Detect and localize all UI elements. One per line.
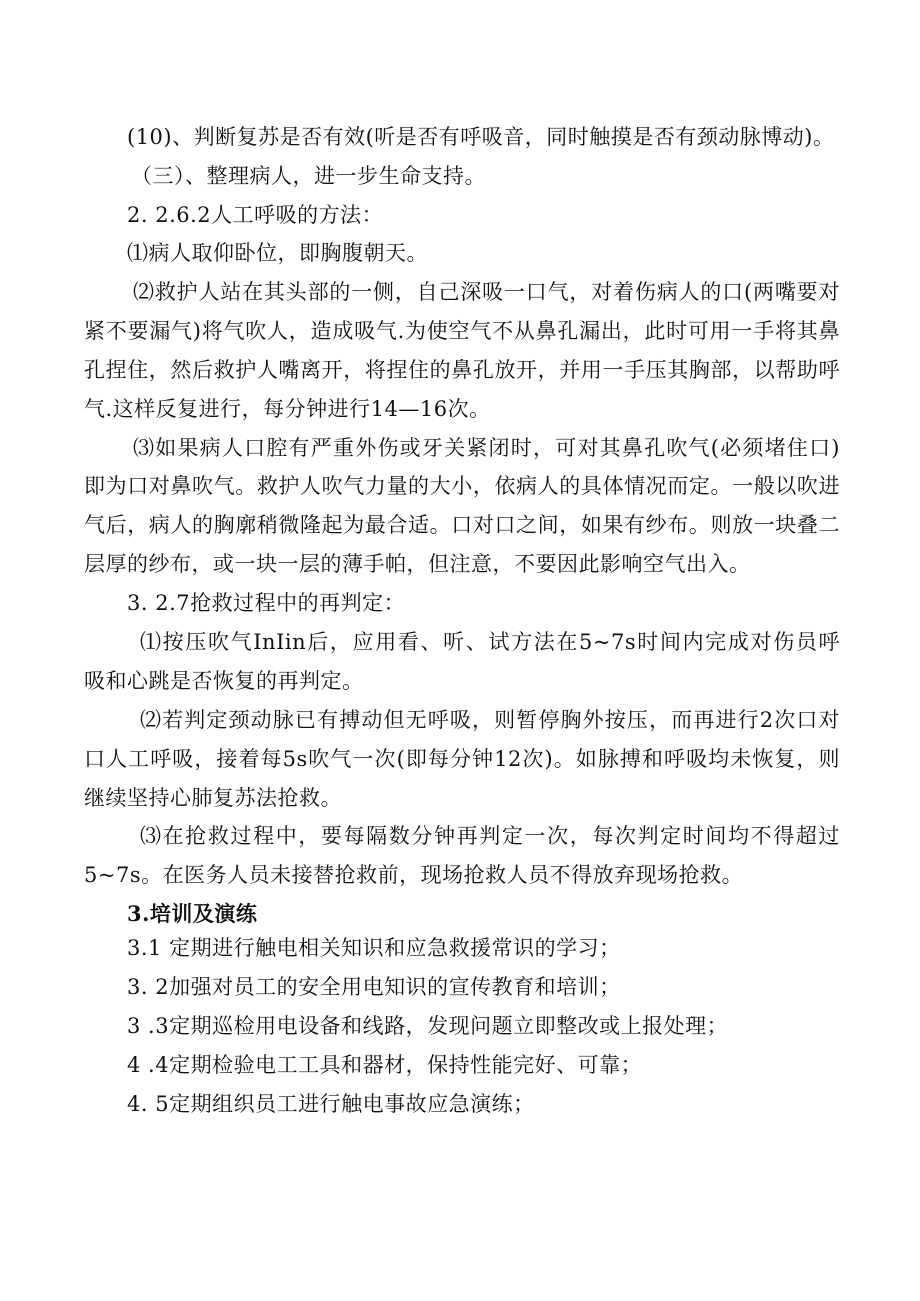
paragraph-line: 即为口对鼻吹气。救护人吹气力量的大小，依病人的具体情况而定。一般以吹进 [84, 474, 840, 498]
list-item: 4. 5定期组织员工进行触电事故应急演练； [127, 1092, 535, 1116]
paragraph-line: 层厚的纱布，或一块一层的薄手帕，但注意，不要因此影响空气出入。 [84, 552, 751, 576]
paragraph-line: 气.这样反复进行，每分钟进行14—16次。 [84, 397, 491, 421]
section-heading: 3.培训及演练 [127, 901, 258, 926]
list-item: 4 .4定期检验电工工具和器材，保持性能完好、可靠； [127, 1053, 643, 1077]
paragraph-line: 5~7s。在医务人员未接替抢救前，现场抢救人员不得放弃现场抢救。 [84, 863, 744, 887]
paragraph-line: 口人工呼吸，接着每5s吹气一次(即每分钟12次)。如脉搏和呼吸均未恢复，则 [84, 747, 840, 771]
paragraph-line: ⑶在抢救过程中，要每隔数分钟再判定一次，每次判定时间均不得超过 [140, 824, 840, 848]
paragraph-line: 紧不要漏气)将气吹人，造成吸气.为使空气不从鼻孔漏出，此时可用一手将其鼻 [84, 319, 840, 343]
list-item: 3.1 定期进行触电相关知识和应急救援常识的学习； [127, 936, 621, 960]
paragraph-line: ⑴病人取仰卧位，即胸腹朝天。 [127, 241, 428, 265]
paragraph-line: ⑵救护人站在其头部的一侧，自己深吸一口气，对着伤病人的口(两嘴要对 [133, 280, 840, 304]
paragraph-line: ⑴按压吹气InIin后，应用看、听、试方法在5~7s时间内完成对伤员呼 [140, 630, 840, 654]
section-heading: （三）、整理病人，进一步生命支持。 [131, 164, 486, 188]
paragraph-line: 吸和心跳是否恢复的再判定。 [84, 669, 364, 693]
paragraph-line: ⑵若判定颈动脉已有搏动但无呼吸，则暂停胸外按压，而再进行2次口对 [140, 708, 840, 732]
paragraph-line: 孔捏住，然后救护人嘴离开，将捏住的鼻孔放开，并用一手压其胸部，以帮助呼 [84, 358, 840, 382]
subsection-heading: 2. 2.6.2人工呼吸的方法： [127, 203, 384, 227]
list-item: 3 .3定期巡检用电设备和线路，发现问题立即整改或上报处理； [127, 1014, 729, 1038]
paragraph-line: ⑶如果病人口腔有严重外伤或牙关紧闭时，可对其鼻孔吹气(必须堵住口) [133, 436, 840, 460]
paragraph-line: (10)、判断复苏是否有效(听是否有呼吸音，同时触摸是否有颈动脉博动)。 [127, 125, 835, 149]
paragraph-line: 继续坚持心肺复苏法抢救。 [84, 786, 342, 810]
subsection-heading: 3. 2.7抢救过程中的再判定： [127, 591, 406, 615]
list-item: 3. 2加强对员工的安全用电知识的宣传教育和培训； [127, 975, 621, 999]
paragraph-line: 气后，病人的胸廓稍微隆起为最合适。口对口之间，如果有纱布。则放一块叠二 [84, 513, 840, 537]
